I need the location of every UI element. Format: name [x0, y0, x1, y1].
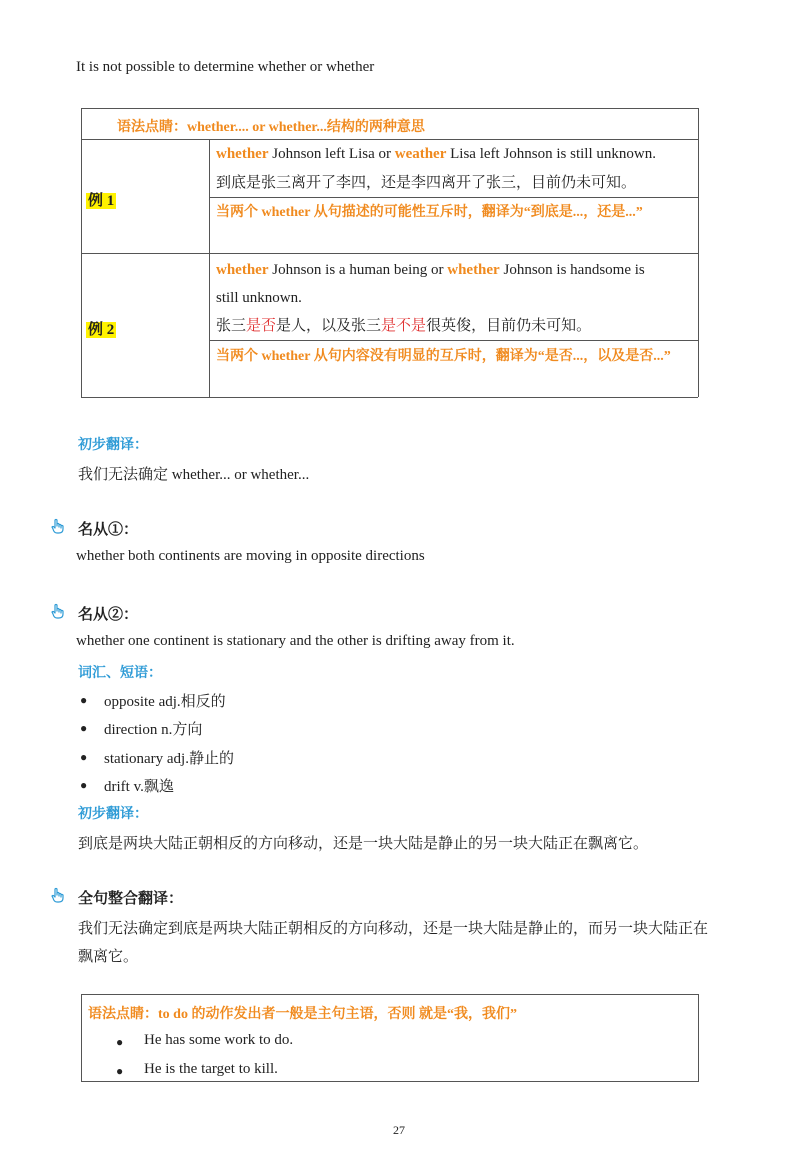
example-2-english-line2: still unknown.	[216, 290, 302, 306]
intro-sentence: It is not possible to determine whether or whether	[76, 59, 375, 75]
page: It is not possible to determine whether or whether 语法点睛：whether.... or whether...结构的两种意思 例 1 whether Johnson left Lisa or weather Lisa left Johnson is still unknown. 到底是张三离开了李四，还是李四离开了张三，目前仍未可知。 当两个 whether 从句描述的可能性互斥时，翻译为“到底是...，还是...” 例 2 whether Johnson is a human being or whether Johnson is handsome is still unknown. 张三是否是人，以及张三是不是很英俊，目前仍未可知。 当两个 whether 从句内容没有明显的互斥时，翻译为“是否...，以及是否...” 初步翻译： 我们无法确定 whether... or whether... 名从①： whether both continents are moving in opposite directions 名从②： whether one continent is stationary and the other is drifting away from it. 词汇、短语： ● opposite adj.相反的 ● direction n.方向 ● stationary adj.静止的 ● drift v.飘逸 初步翻译： 到底是两块大陆正朝相反的方向移动，还是一块大陆是静止的另一块大陆正在飘离它。 全句整合翻译： 我们无法确定到底是两块大陆正朝相反的方向移动，还是一块大陆是静止的，而另一块大陆正在 飘离它。 语法点睛：to do 的动作发出者一般是主句主语，否则 就是“我，我们” ● He has some work to do. ● He is the target to kill. 27	[0, 0, 800, 1168]
prelim-text-1: 我们无法确定 whether... or whether...	[78, 467, 310, 483]
clause-1-text: whether both continents are moving in opposite directions	[76, 548, 425, 564]
page-number: 27	[393, 1123, 405, 1137]
list-item: stationary adj.静止的	[104, 751, 234, 767]
example-2-note: 当两个 whether 从句内容没有明显的互斥时，翻译为“是否...，以及是否...”	[216, 349, 671, 364]
vocab-label: 词汇、短语：	[78, 666, 162, 681]
clause-1-title: 名从①：	[78, 522, 139, 538]
example-2-label: 例 2	[88, 322, 115, 338]
prelim-label-2: 初步翻译：	[78, 807, 148, 822]
list-item: He is the target to kill.	[144, 1061, 278, 1077]
clause-2-title: 名从②：	[78, 607, 139, 623]
example-1-note: 当两个 whether 从句描述的可能性互斥时，翻译为“到底是...，还是...”	[216, 205, 643, 220]
pointing-hand-icon	[50, 603, 66, 619]
full-translation-title: 全句整合翻译：	[78, 891, 184, 907]
table2-header: 语法点睛：to do 的动作发出者一般是主句主语，否则 就是“我，我们”	[88, 1007, 517, 1022]
example-1-chinese: 到底是张三离开了李四，还是李四离开了张三，目前仍未可知。	[216, 175, 637, 191]
pointing-hand-icon	[50, 887, 66, 903]
full-translation-line2: 飘离它。	[78, 949, 139, 965]
table1-header: 语法点睛：whether.... or whether...结构的两种意思	[117, 120, 425, 135]
example-1-english: whether Johnson left Lisa or weather Lisa left Johnson is still unknown.	[216, 146, 656, 162]
example-1-label: 例 1	[88, 193, 115, 209]
list-item: opposite adj.相反的	[104, 694, 226, 710]
list-item: drift v.飘逸	[104, 779, 174, 795]
list-item: He has some work to do.	[144, 1032, 294, 1048]
prelim-label-1: 初步翻译：	[78, 438, 148, 453]
prelim-text-2: 到底是两块大陆正朝相反的方向移动，还是一块大陆是静止的另一块大陆正在飘离它。	[78, 836, 649, 852]
example-2-english-line1: whether Johnson is a human being or whether Johnson is handsome is	[216, 262, 645, 278]
full-translation-line1: 我们无法确定到底是两块大陆正朝相反的方向移动，还是一块大陆是静止的，而另一块大陆正在	[78, 921, 709, 937]
pointing-hand-icon	[50, 518, 66, 534]
list-item: direction n.方向	[104, 722, 203, 738]
clause-2-text: whether one continent is stationary and the other is drifting away from it.	[76, 633, 515, 649]
example-2-chinese: 张三是否是人，以及张三是不是很英俊，目前仍未可知。	[216, 318, 592, 334]
